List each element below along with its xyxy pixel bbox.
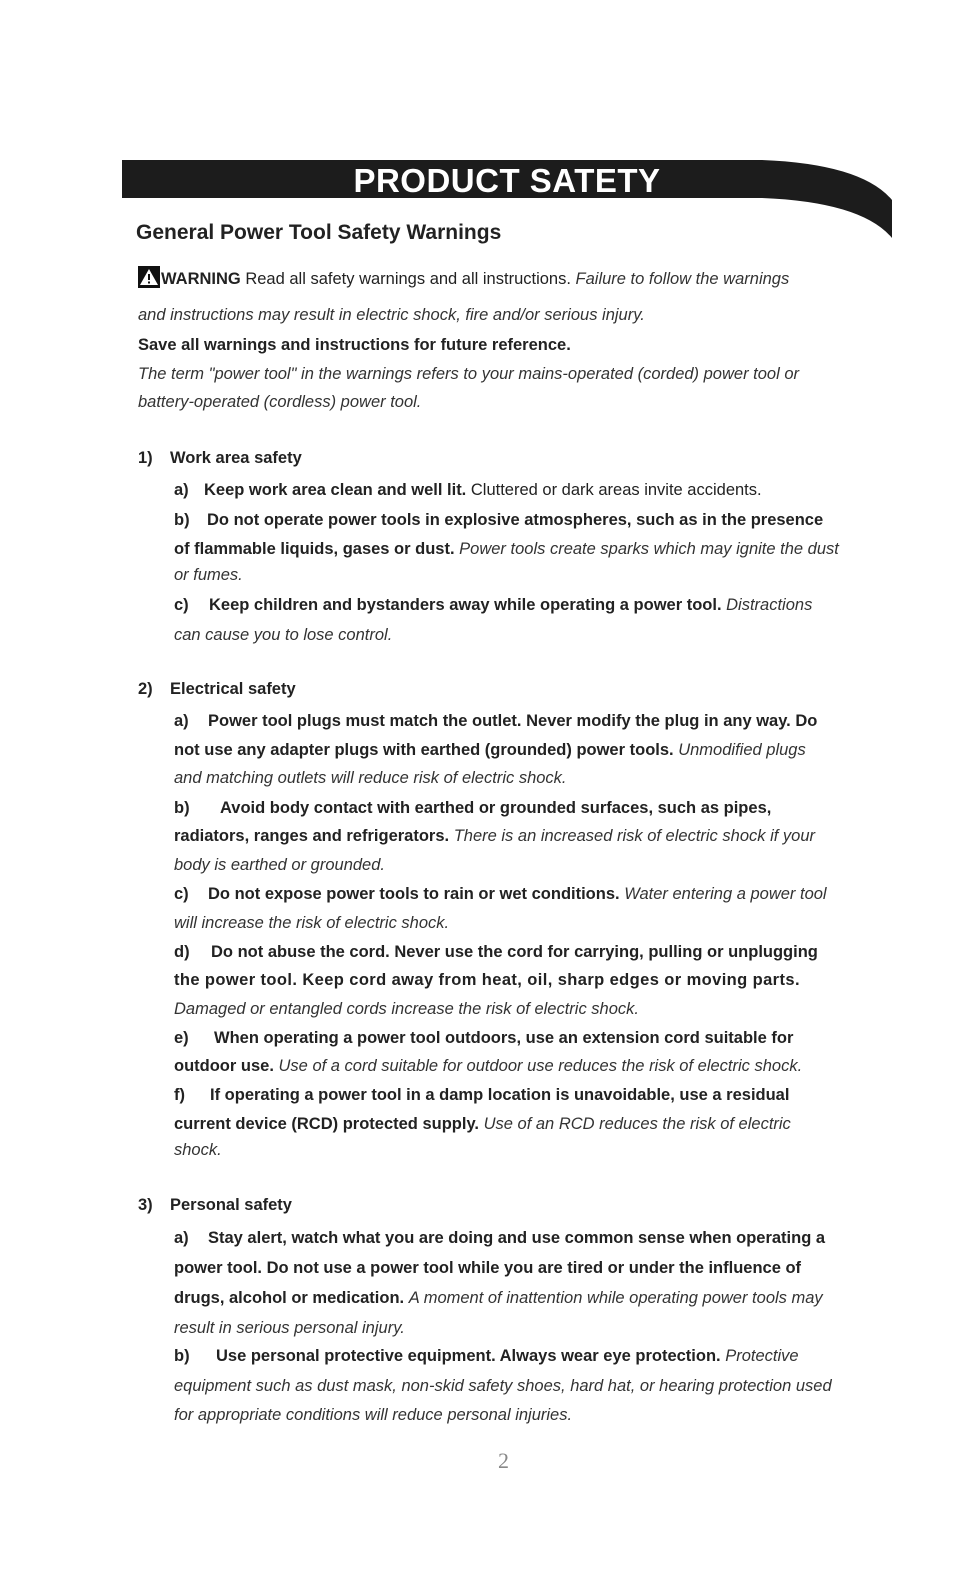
s2-c-italic-1: Water entering a power tool (624, 885, 827, 903)
warning-italic-1: Failure to follow the warnings (575, 270, 790, 288)
s2-f-bold-2: current device (RCD) protected supply. (174, 1115, 480, 1133)
s3-a-bold-3: drugs, alcohol or medication. (174, 1289, 405, 1307)
s2-f-italic-2: Use of an RCD reduces the risk of electric (483, 1115, 791, 1133)
section-2-title: Electrical safety (170, 680, 296, 698)
save-instructions: Save all warnings and instructions for future reference. (138, 336, 571, 354)
s2-item-d-line-2: the power tool. Keep cord away from heat, oil, sharp edges or moving parts. (174, 971, 800, 989)
section-3-title: Personal safety (170, 1196, 292, 1214)
s3-b-bold-1: Use personal protective equipment. Always wear eye protection. (216, 1347, 721, 1365)
s1-a-text: Cluttered or dark areas invite accidents. (470, 481, 762, 499)
s2-item-a-line-1 (174, 711, 817, 731)
s3-b-label: b) (174, 1347, 190, 1365)
s2-item-f-line-2 (174, 1114, 791, 1134)
s2-a-italic-2: Unmodified plugs (678, 741, 806, 759)
warning-line-1 (138, 266, 789, 289)
s1-item-b-line-3: or fumes. (174, 566, 243, 584)
s1-b-bold-1: Do not operate power tools in explosive atmospheres, such as in the presence (207, 511, 824, 529)
s2-item-d-line-3: Damaged or entangled cords increase the risk of electric shock. (174, 1000, 639, 1018)
s3-a-italic-3: A moment of inattention while operating power tools may (408, 1289, 823, 1307)
section-2-number: 2) (138, 680, 153, 698)
section-1-heading (138, 449, 302, 468)
section-1-number: 1) (138, 449, 153, 467)
s1-a-label: a) (174, 481, 189, 499)
s1-b-bold-2: of flammable liquids, gases or dust. (174, 540, 455, 558)
s2-item-b-line-3: body is earthed or grounded. (174, 856, 385, 874)
s2-e-label: e) (174, 1029, 189, 1047)
s1-c-bold: Keep children and bystanders away while operating a power tool. (209, 596, 722, 614)
s1-a-bold: Keep work area clean and well lit. (204, 481, 467, 499)
s2-item-a-line-2 (174, 740, 806, 760)
s1-b-italic-2: Power tools create sparks which may ignite the dust (459, 540, 839, 558)
s2-c-bold: Do not expose power tools to rain or wet conditions. (208, 885, 620, 903)
s3-item-b-line-1 (174, 1346, 799, 1366)
s1-item-c-line-2: can cause you to lose control. (174, 626, 393, 644)
s2-item-d-line-1 (174, 942, 818, 962)
s2-a-label: a) (174, 712, 189, 730)
s2-f-label: f) (174, 1086, 185, 1104)
s2-e-bold-2: outdoor use. (174, 1057, 274, 1075)
s2-item-a-line-3: and matching outlets will reduce risk of electric shock. (174, 769, 567, 787)
s3-b-italic-1: Protective (725, 1347, 799, 1365)
s3-item-a-line-1 (174, 1228, 825, 1248)
s2-a-bold-2: not use any adapter plugs with earthed (grounded) power tools. (174, 741, 674, 759)
s2-b-bold-2: radiators, ranges and refrigerators. (174, 827, 450, 845)
page-subtitle: General Power Tool Safety Warnings (136, 221, 502, 244)
banner-title: PRODUCT SATETY (353, 162, 661, 199)
section-2-heading (138, 680, 296, 699)
s3-a-bold-1: Stay alert, watch what you are doing and use common sense when operating a (208, 1229, 826, 1247)
s3-a-label: a) (174, 1229, 189, 1247)
section-3-heading (138, 1196, 292, 1215)
s2-d-bold-1: Do not abuse the cord. Never use the cord for carrying, pulling or unplugging (211, 943, 818, 961)
s3-item-a-line-3 (174, 1288, 823, 1308)
s2-item-c-line-2: will increase the risk of electric shock. (174, 914, 450, 932)
s2-item-e-line-2 (174, 1056, 802, 1076)
term-line-1: The term "power tool" in the warnings refers to your mains-operated (corded) power tool or (138, 365, 800, 383)
s1-item-b-line-1 (174, 510, 823, 530)
s1-item-c-line-1 (174, 595, 812, 615)
s3-item-b-line-2: equipment such as dust mask, non-skid safety shoes, hard hat, or hearing protection used (174, 1377, 832, 1395)
s3-item-b-line-3: for appropriate conditions will reduce personal injuries. (174, 1406, 573, 1424)
s2-c-label: c) (174, 885, 189, 903)
s1-item-b-line-2 (174, 539, 839, 559)
s1-c-italic-1: Distractions (726, 596, 813, 614)
s2-item-b-line-2 (174, 826, 815, 846)
section-3-number: 3) (138, 1196, 153, 1214)
s2-item-c-line-1 (174, 884, 827, 904)
section-1-title: Work area safety (170, 449, 302, 467)
s2-b-italic-2: There is an increased risk of electric shock if your (453, 827, 816, 845)
s2-e-bold-1: When operating a power tool outdoors, use an extension cord suitable for (214, 1029, 794, 1047)
s1-c-label: c) (174, 596, 189, 614)
term-line-2: battery-operated (cordless) power tool. (138, 393, 422, 411)
page-number: 2 (498, 1448, 509, 1473)
warning-text: Read all safety warnings and all instructions. (245, 270, 571, 288)
warning-line-2: and instructions may result in electric shock, fire and/or serious injury. (138, 306, 645, 324)
warning-triangle-icon (138, 266, 160, 288)
s2-b-label: b) (174, 799, 190, 817)
s2-a-bold-1: Power tool plugs must match the outlet. Never modify the plug in any way. Do (208, 712, 818, 730)
s2-f-bold-1: If operating a power tool in a damp location is unavoidable, use a residual (210, 1086, 790, 1104)
s2-e-italic-2: Use of a cord suitable for outdoor use reduces the risk of electric shock. (278, 1057, 803, 1075)
s3-item-a-line-2: power tool. Do not use a power tool while you are tired or under the influence of (174, 1259, 802, 1277)
s2-item-e-line-1 (174, 1028, 793, 1048)
s2-b-bold-1: Avoid body contact with earthed or grounded surfaces, such as pipes, (220, 799, 772, 817)
s1-b-label: b) (174, 511, 190, 529)
s1-item-a (174, 480, 762, 500)
s2-item-f-line-1 (174, 1085, 789, 1105)
s2-d-label: d) (174, 943, 190, 961)
s3-item-a-line-4: result in serious personal injury. (174, 1319, 405, 1337)
s2-item-f-line-3: shock. (174, 1141, 222, 1159)
warning-label: WARNING (161, 270, 241, 288)
s2-item-b-line-1 (174, 798, 771, 818)
